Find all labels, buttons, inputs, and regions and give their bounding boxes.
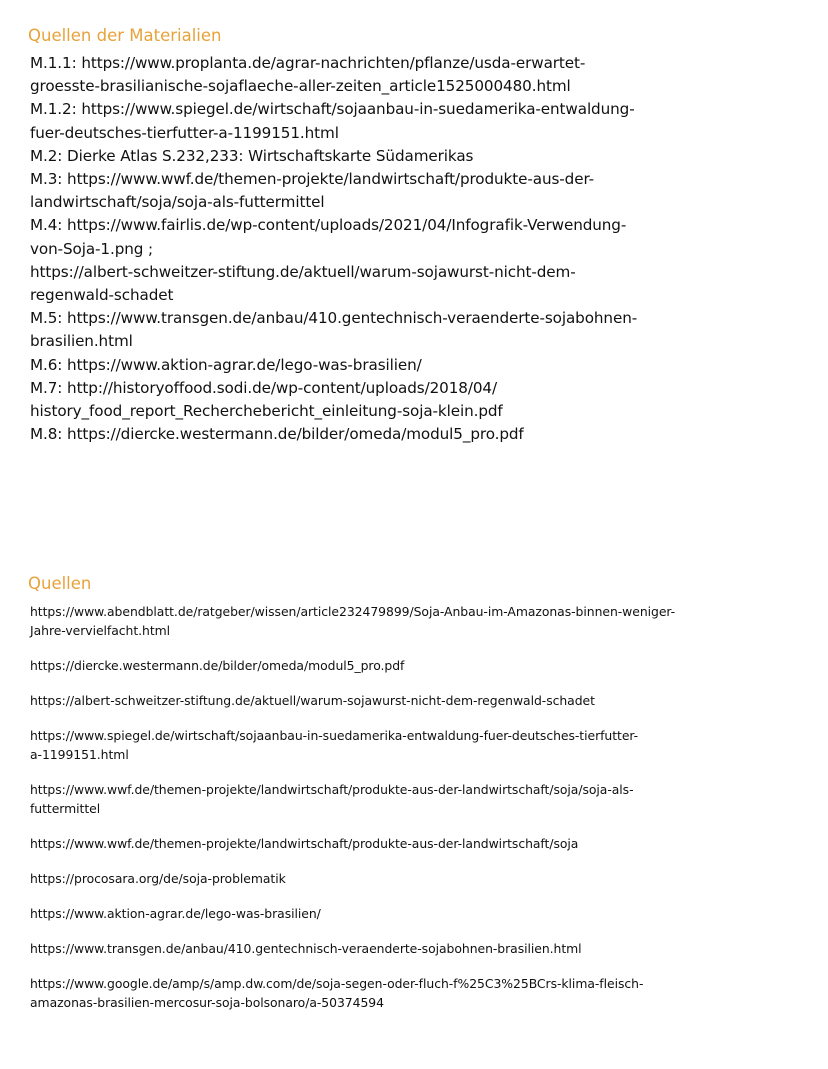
materials-line: regenwald-schadet: [30, 286, 174, 305]
source-item: [30, 869, 788, 888]
materials-sources-section: [28, 24, 788, 446]
source-line: Jahre-vervielfacht.html: [30, 623, 171, 638]
materials-line: groesste-brasilianische-sojaflaeche-aller-zeiten_article1525000480.html: [30, 77, 571, 96]
source-item: [30, 780, 788, 818]
sources-section: [28, 572, 788, 1028]
materials-line: M.4: https://www.fairlis.de/wp-content/uploads/2021/04/Infografik-Verwendung-: [30, 216, 627, 235]
source-line: https://procosara.org/de/soja-problematik: [30, 871, 286, 886]
source-line: https://www.transgen.de/anbau/410.gentechnisch-veraenderte-sojabohnen-brasilien.html: [30, 941, 582, 956]
source-line: https://www.wwf.de/themen-projekte/landwirtschaft/produkte-aus-der-landwirtschaft/soja/soja-als-: [30, 782, 634, 797]
source-item: [30, 834, 788, 853]
source-line: amazonas-brasilien-mercosur-soja-bolsonaro/a-50374594: [30, 995, 384, 1010]
source-line: https://diercke.westermann.de/bilder/omeda/modul5_pro.pdf: [30, 658, 405, 673]
sources-heading: Quellen: [28, 574, 92, 593]
materials-line: von-Soja-1.png ;: [30, 239, 154, 258]
source-line: futtermittel: [30, 801, 101, 816]
source-item: [30, 602, 788, 640]
materials-line: M.7: http://historyoffood.sodi.de/wp-content/uploads/2018/04/: [30, 378, 498, 397]
materials-line: M.5: https://www.transgen.de/anbau/410.gentechnisch-veraenderte-sojabohnen-: [30, 309, 638, 328]
materials-line: https://albert-schweitzer-stiftung.de/aktuell/warum-sojawurst-nicht-dem-: [30, 262, 576, 281]
materials-line: fuer-deutsches-tierfutter-a-1199151.html: [30, 123, 339, 142]
source-item: [30, 974, 788, 1012]
source-line: https://www.spiegel.de/wirtschaft/sojaanbau-in-suedamerika-entwaldung-fuer-deutsches-tierfutter-: [30, 728, 639, 743]
source-item: [30, 904, 788, 923]
source-line: https://www.aktion-agrar.de/lego-was-brasilien/: [30, 906, 321, 921]
materials-line: M.8: https://diercke.westermann.de/bilder/omeda/modul5_pro.pdf: [30, 425, 524, 444]
source-line: https://albert-schweitzer-stiftung.de/aktuell/warum-sojawurst-nicht-dem-regenwald-schadet: [30, 693, 595, 708]
source-line: https://www.google.de/amp/s/amp.dw.com/de/soja-segen-oder-fluch-f%25C3%25BCrs-klima-fleisch-: [30, 976, 644, 991]
source-line: https://www.wwf.de/themen-projekte/landwirtschaft/produkte-aus-der-landwirtschaft/soja: [30, 836, 579, 851]
source-line: a-1199151.html: [30, 747, 129, 762]
source-item: [30, 656, 788, 675]
source-item: [30, 691, 788, 710]
source-item: [30, 726, 788, 764]
materials-line: M.3: https://www.wwf.de/themen-projekte/landwirtschaft/produkte-aus-der-: [30, 170, 594, 189]
materials-line: landwirtschaft/soja/soja-als-futtermittel: [30, 193, 325, 212]
materials-line: M.6: https://www.aktion-agrar.de/lego-was-brasilien/: [30, 355, 422, 374]
materials-line: brasilien.html: [30, 332, 133, 351]
materials-line: history_food_report_Recherchebericht_einleitung-soja-klein.pdf: [30, 402, 503, 421]
sources-list: [30, 602, 788, 1012]
materials-heading: Quellen der Materialien: [28, 26, 222, 45]
materials-line: M.1.2: https://www.spiegel.de/wirtschaft/sojaanbau-in-suedamerika-entwaldung-: [30, 100, 635, 119]
materials-list: [30, 52, 788, 446]
materials-line: M.1.1: https://www.proplanta.de/agrar-nachrichten/pflanze/usda-erwartet-: [30, 54, 586, 72]
source-line: https://www.abendblatt.de/ratgeber/wissen/article232479899/Soja-Anbau-im-Amazonas-binnen-weniger-: [30, 604, 676, 619]
materials-line: M.2: Dierke Atlas S.232,233: Wirtschaftskarte Südamerikas: [30, 146, 474, 165]
source-item: [30, 939, 788, 958]
